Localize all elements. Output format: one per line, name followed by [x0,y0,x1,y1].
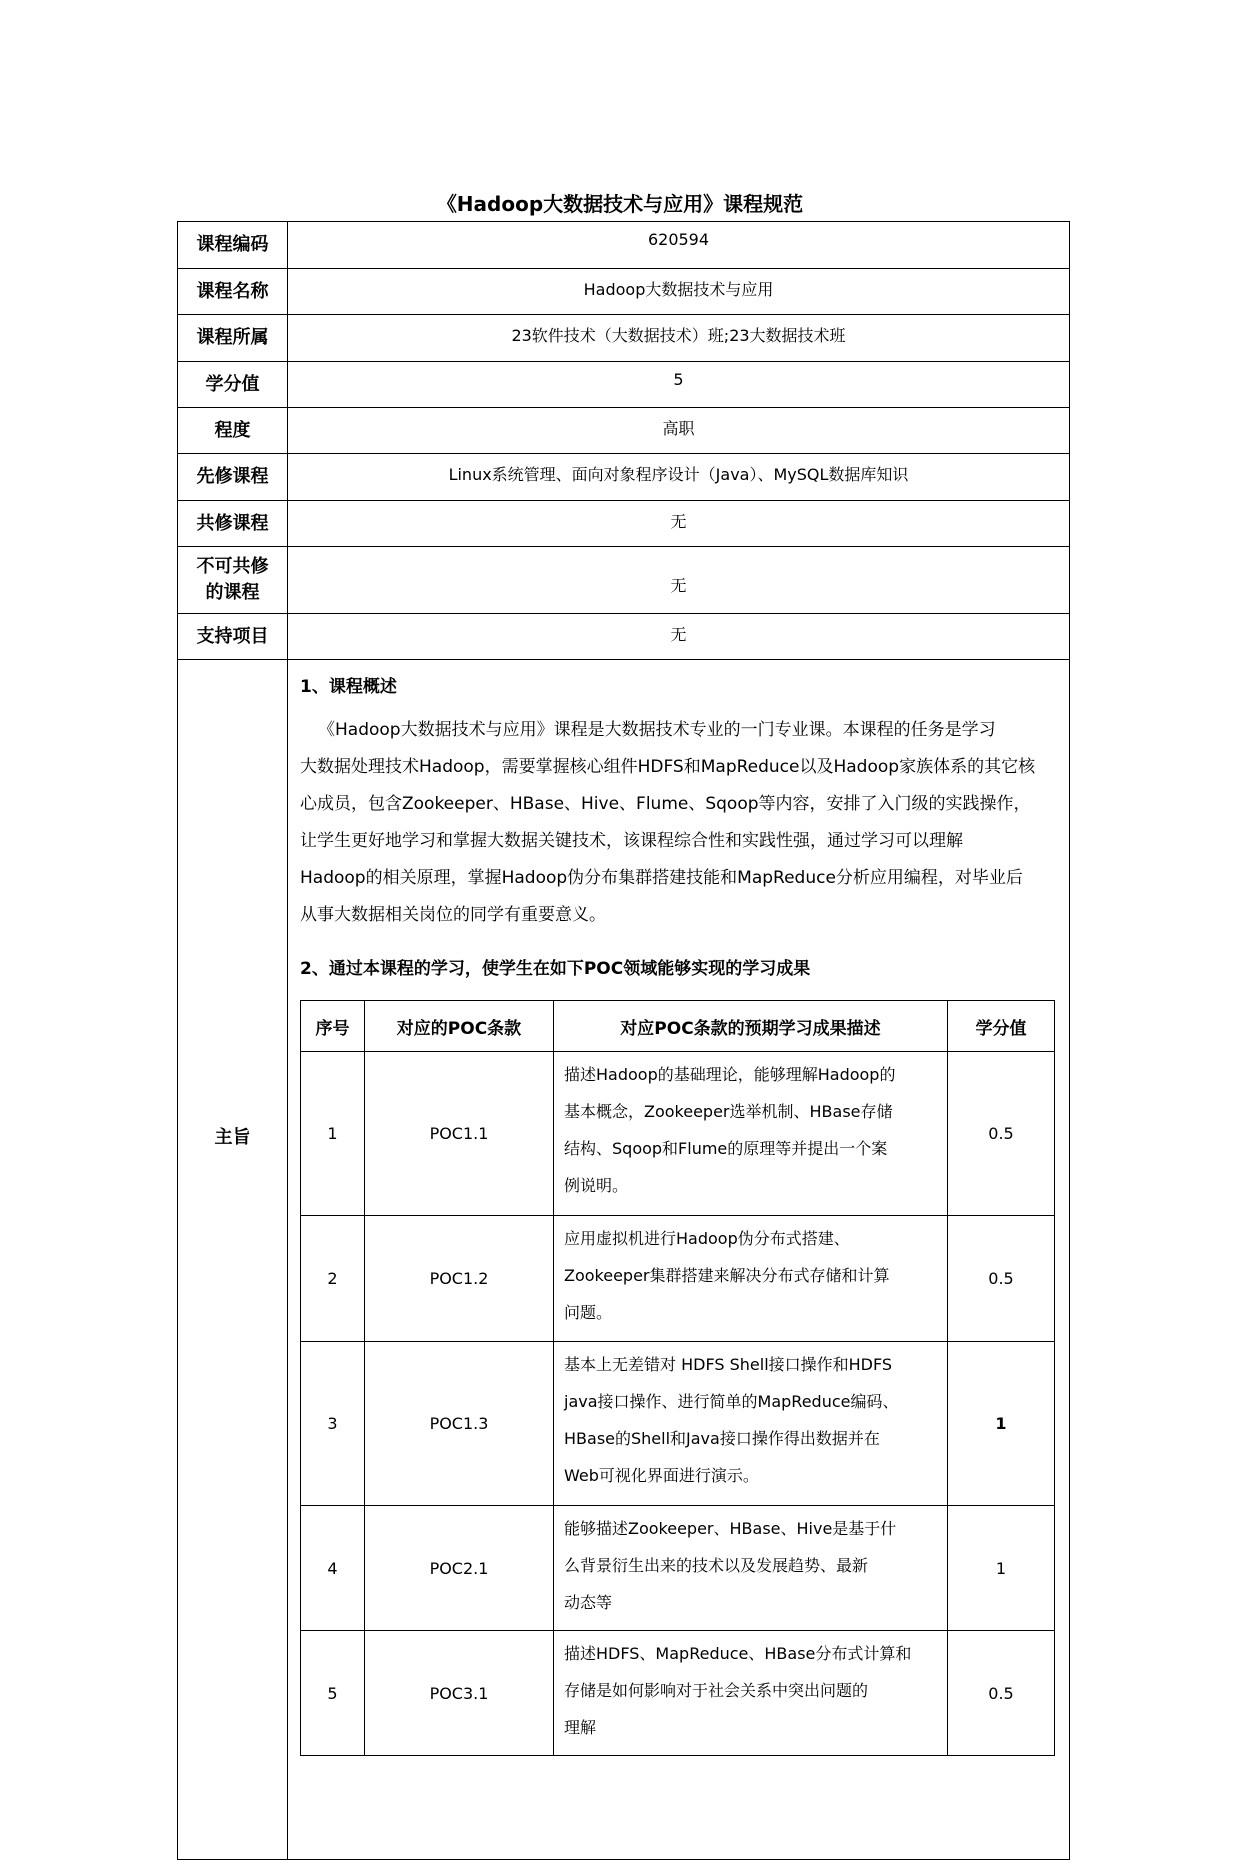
row-label: 学分值 [178,362,288,408]
row-value: Hadoop大数据技术与应用 [288,269,1070,315]
row-label [178,547,288,614]
row-label: 课程所属 [178,315,288,362]
row-value: 620594 [288,222,1070,269]
row-label: 先修课程 [178,454,288,501]
row-value: 无 [288,547,1070,614]
desc-line: HBase的Shell和Java接口操作得出数据并在 [564,1429,880,1448]
header-credit: 学分值 [948,1001,1055,1052]
info-row-code [178,222,1070,269]
row-label: 程度 [178,408,288,454]
row-label: 支持项目 [178,614,288,660]
cell-no: 5 [301,1631,365,1756]
cell-credit: 0.5 [948,1631,1055,1756]
cell-desc [554,1052,948,1216]
table-row [301,1506,1055,1631]
desc-line: java接口操作、进行简单的MapReduce编码、 [564,1392,899,1411]
desc-line: 应用虚拟机进行Hadoop伪分布式搭建、 [564,1229,850,1248]
row-label: 课程编码 [178,222,288,269]
row-value: 5 [288,362,1070,408]
row-label: 课程名称 [178,269,288,315]
header-no: 序号 [301,1001,365,1052]
info-row-credit [178,362,1070,408]
overview-line: Hadoop的相关原理，掌握Hadoop伪分布集群搭建技能和MapReduce分析应用编程，对毕业后 [300,868,1023,888]
info-row-main [178,660,1070,1860]
desc-line: 结构、Sqoop和Flume的原理等并提出一个案 [564,1139,888,1158]
section1-heading: 1、课程概述 [300,677,397,697]
desc-line: 例说明。 [564,1176,629,1195]
row-label: 共修课程 [178,501,288,547]
poc-table [300,1000,1055,1756]
cell-poc: POC1.3 [365,1342,554,1506]
desc-line: 描述Hadoop的基础理论，能够理解Hadoop的 [564,1065,896,1084]
overview-line: 让学生更好地学习和掌握大数据关键技术，该课程综合性和实践性强，通过学习可以理解 [300,831,963,851]
row-value: Linux系统管理、面向对象程序设计（Java）、MySQL数据库知识 [288,454,1070,501]
info-row-level [178,408,1070,454]
cell-no: 2 [301,1216,365,1342]
info-row-prereq [178,454,1070,501]
cell-desc [554,1631,948,1756]
table-row [301,1342,1055,1506]
desc-line: 问题。 [564,1303,613,1322]
desc-line: Zookeeper集群搭建来解决分布式存储和计算 [564,1266,890,1285]
overview-line: 《Hadoop大数据技术与应用》课程是大数据技术专业的一门专业课。本课程的任务是学习 [318,720,996,740]
cell-credit: 0.5 [948,1052,1055,1216]
cell-credit: 1 [948,1342,1055,1506]
cell-credit: 1 [948,1506,1055,1631]
desc-line: 基本上无差错对 HDFS Shell接口操作和HDFS [564,1355,893,1374]
cell-desc [554,1506,948,1631]
main-content [288,660,1070,1860]
cell-credit: 0.5 [948,1216,1055,1342]
row-value: 高职 [288,408,1070,454]
row-label [178,660,288,1860]
course-overview [300,712,1057,934]
cell-desc [554,1342,948,1506]
cell-poc: POC1.1 [365,1052,554,1216]
desc-line: 能够描述Zookeeper、HBase、Hive是基于什 [564,1519,897,1538]
cell-no: 3 [301,1342,365,1506]
cell-desc [554,1216,948,1342]
overview-line: 大数据处理技术Hadoop，需要掌握核心组件HDFS和MapReduce以及Hadoop家族体系的其它核 [300,757,1036,777]
main-label: 主旨 [214,1127,251,1148]
table-row [301,1052,1055,1216]
cell-poc: POC2.1 [365,1506,554,1631]
table-row [301,1631,1055,1756]
header-desc: 对应POC条款的预期学习成果描述 [554,1001,948,1052]
row-value: 无 [288,501,1070,547]
info-row-belongs [178,315,1070,362]
course-spec-table [177,221,1070,1860]
desc-line: 基本概念，Zookeeper选举机制、HBase存储 [564,1102,893,1121]
document-title: 《Hadoop大数据技术与应用》课程规范 [436,192,804,216]
overview-line: 从事大数据相关岗位的同学有重要意义。 [300,905,606,925]
header-poc: 对应的POC条款 [365,1001,554,1052]
info-row-name [178,269,1070,315]
desc-line: 动态等 [564,1593,613,1612]
info-row-coreq [178,501,1070,547]
info-row-exclusive [178,547,1070,614]
row-label-line: 的课程 [205,582,260,603]
cell-poc: POC3.1 [365,1631,554,1756]
desc-line: 描述HDFS、MapReduce、HBase分布式计算和 [564,1644,912,1663]
cell-poc: POC1.2 [365,1216,554,1342]
desc-line: 理解 [564,1718,597,1737]
overview-line: 心成员，包含Zookeeper、HBase、Hive、Flume、Sqoop等内容，安排了入门级的实践操作， [300,794,1031,814]
row-value: 23软件技术（大数据技术）班;23大数据技术班 [288,315,1070,362]
cell-no: 1 [301,1052,365,1216]
section2-heading: 2、通过本课程的学习，使学生在如下POC领域能够实现的学习成果 [300,959,811,979]
row-label-line: 不可共修 [196,556,269,577]
row-value: 无 [288,614,1070,660]
info-row-project [178,614,1070,660]
desc-line: 存储是如何影响对于社会关系中突出问题的 [564,1681,869,1700]
poc-table-header [301,1001,1055,1052]
desc-line: Web可视化界面进行演示。 [564,1466,759,1485]
cell-no: 4 [301,1506,365,1631]
table-row [301,1216,1055,1342]
desc-line: 么背景衍生出来的技术以及发展趋势、最新 [564,1556,869,1575]
